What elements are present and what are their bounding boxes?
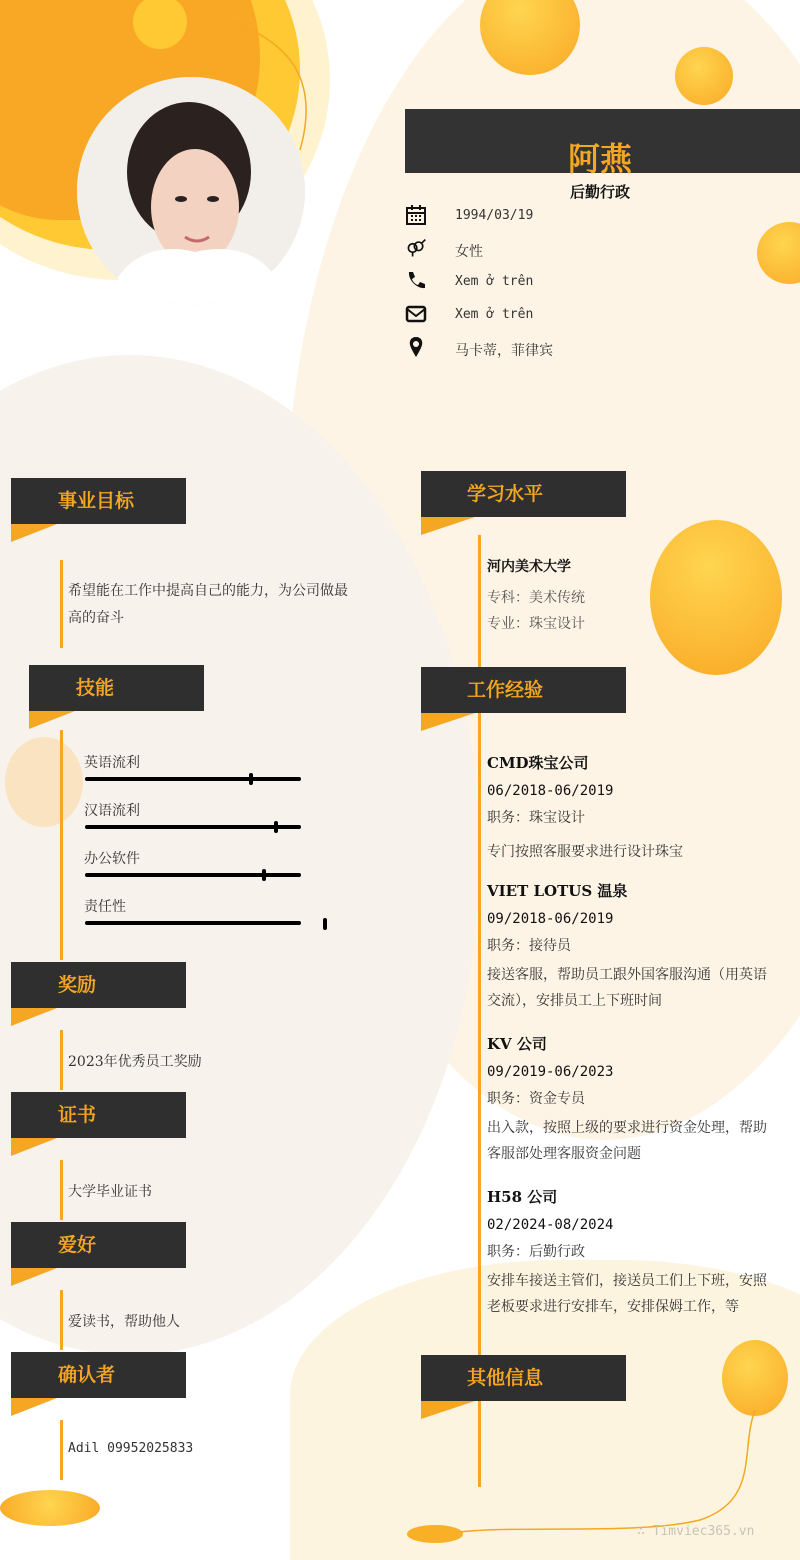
education-line: 专科：美术传统 xyxy=(487,590,585,606)
section-title-referee: 确认者 xyxy=(58,1364,116,1386)
section-title-education: 学习水平 xyxy=(467,483,544,505)
timeline-referee xyxy=(60,1420,63,1480)
job-dates: 02/2024-08/2024 xyxy=(487,1217,614,1233)
section-tail xyxy=(421,517,475,535)
calendar-icon xyxy=(405,204,427,226)
timeline-objective xyxy=(60,560,63,648)
section-header-skills xyxy=(29,665,204,711)
timeline-certificates xyxy=(60,1160,63,1220)
skill-level-marker xyxy=(262,869,266,881)
company-name: H58 公司 xyxy=(487,1188,558,1206)
job-role: 职务：珠宝设计 xyxy=(487,810,585,826)
timeline-awards xyxy=(60,1030,63,1090)
location-icon xyxy=(405,336,427,358)
section-tail xyxy=(29,711,75,729)
job-dates: 06/2018-06/2019 xyxy=(487,783,614,799)
gender-icon xyxy=(405,237,427,259)
section-title-objective: 事业目标 xyxy=(58,490,135,512)
section-header-awards xyxy=(11,962,186,1008)
candidate-job-title: 后勤行政 xyxy=(569,183,630,201)
skill-level-marker xyxy=(323,918,327,930)
section-header-education xyxy=(421,471,626,517)
section-tail xyxy=(11,524,57,542)
timeline-skills xyxy=(60,730,63,960)
job-description: 接送客服，帮助员工跟外国客服沟通（用英语交流），安排员工上下班时间 xyxy=(487,967,767,1009)
section-title-hobbies: 爱好 xyxy=(58,1234,97,1256)
skill-bar xyxy=(85,921,301,925)
job-description: 专门按照客服要求进行设计珠宝 xyxy=(487,844,683,860)
objective-text: 希望能在工作中提高自己的能力，为公司做最高的奋斗 xyxy=(68,583,348,626)
referee-text: Adil 09952025833 xyxy=(68,1441,194,1456)
skill-label: 英语流利 xyxy=(84,755,140,771)
company-name: CMD珠宝公司 xyxy=(487,754,589,772)
awards-text: 2023年优秀员工奖励 xyxy=(68,1054,202,1070)
section-tail xyxy=(11,1008,57,1026)
skill-bar xyxy=(85,777,301,781)
section-header-other xyxy=(421,1355,626,1401)
section-header-referee xyxy=(11,1352,186,1398)
skill-bar xyxy=(85,825,301,829)
section-title-certificates: 证书 xyxy=(58,1104,97,1126)
job-role: 职务：后勤行政 xyxy=(487,1244,585,1260)
section-tail xyxy=(11,1268,57,1286)
section-title-awards: 奖励 xyxy=(58,974,97,996)
skill-label: 办公软件 xyxy=(84,851,140,867)
profile-photo xyxy=(77,77,305,305)
job-description: 出入款，按照上级的要求进行资金处理，帮助客服部处理客服资金问题 xyxy=(487,1120,767,1162)
phone-text: Xem ở trên xyxy=(455,274,534,289)
phone-icon xyxy=(405,270,427,292)
job-role: 职务：接待员 xyxy=(487,938,571,954)
company-name: KV 公司 xyxy=(487,1035,547,1053)
hobbies-text: 爱读书，帮助他人 xyxy=(68,1314,180,1330)
school-name: 河内美术大学 xyxy=(487,559,571,575)
section-tail xyxy=(11,1398,57,1416)
birthdate-text: 1994/03/19 xyxy=(455,208,534,223)
section-tail xyxy=(421,713,475,731)
watermark: ∴ Timviec365.vn xyxy=(637,1524,755,1539)
certificates-text: 大学毕业证书 xyxy=(68,1184,152,1200)
location-text: 马卡蒂，菲律宾 xyxy=(455,343,553,359)
section-header-hobbies xyxy=(11,1222,186,1268)
section-title-skills: 技能 xyxy=(76,677,115,699)
section-header-certificates xyxy=(11,1092,186,1138)
job-dates: 09/2019-06/2023 xyxy=(487,1064,614,1080)
education-line: 专业：珠宝设计 xyxy=(487,616,585,632)
skill-level-marker xyxy=(249,773,253,785)
gender-text: 女性 xyxy=(455,244,483,260)
skill-label: 汉语流利 xyxy=(84,803,140,819)
job-dates: 09/2018-06/2019 xyxy=(487,911,614,927)
section-tail xyxy=(421,1401,475,1419)
job-role: 职务：资金专员 xyxy=(487,1091,585,1107)
section-header-objective xyxy=(11,478,186,524)
skill-level-marker xyxy=(274,821,278,833)
section-title-other: 其他信息 xyxy=(467,1367,544,1389)
timeline-hobbies xyxy=(60,1290,63,1350)
section-title-experience: 工作经验 xyxy=(467,679,544,701)
skill-label: 责任性 xyxy=(84,899,126,915)
candidate-name: 阿燕 xyxy=(567,140,632,178)
section-header-experience xyxy=(421,667,626,713)
job-description: 安排车接送主管们，接送员工们上下班，安照老板要求进行安排车，安排保姆工作，等 xyxy=(487,1273,767,1315)
skill-bar xyxy=(85,873,301,877)
company-name: VIET LOTUS 温泉 xyxy=(487,882,628,900)
email-icon xyxy=(405,303,427,325)
email-text: Xem ở trên xyxy=(455,307,534,322)
section-tail xyxy=(11,1138,57,1156)
